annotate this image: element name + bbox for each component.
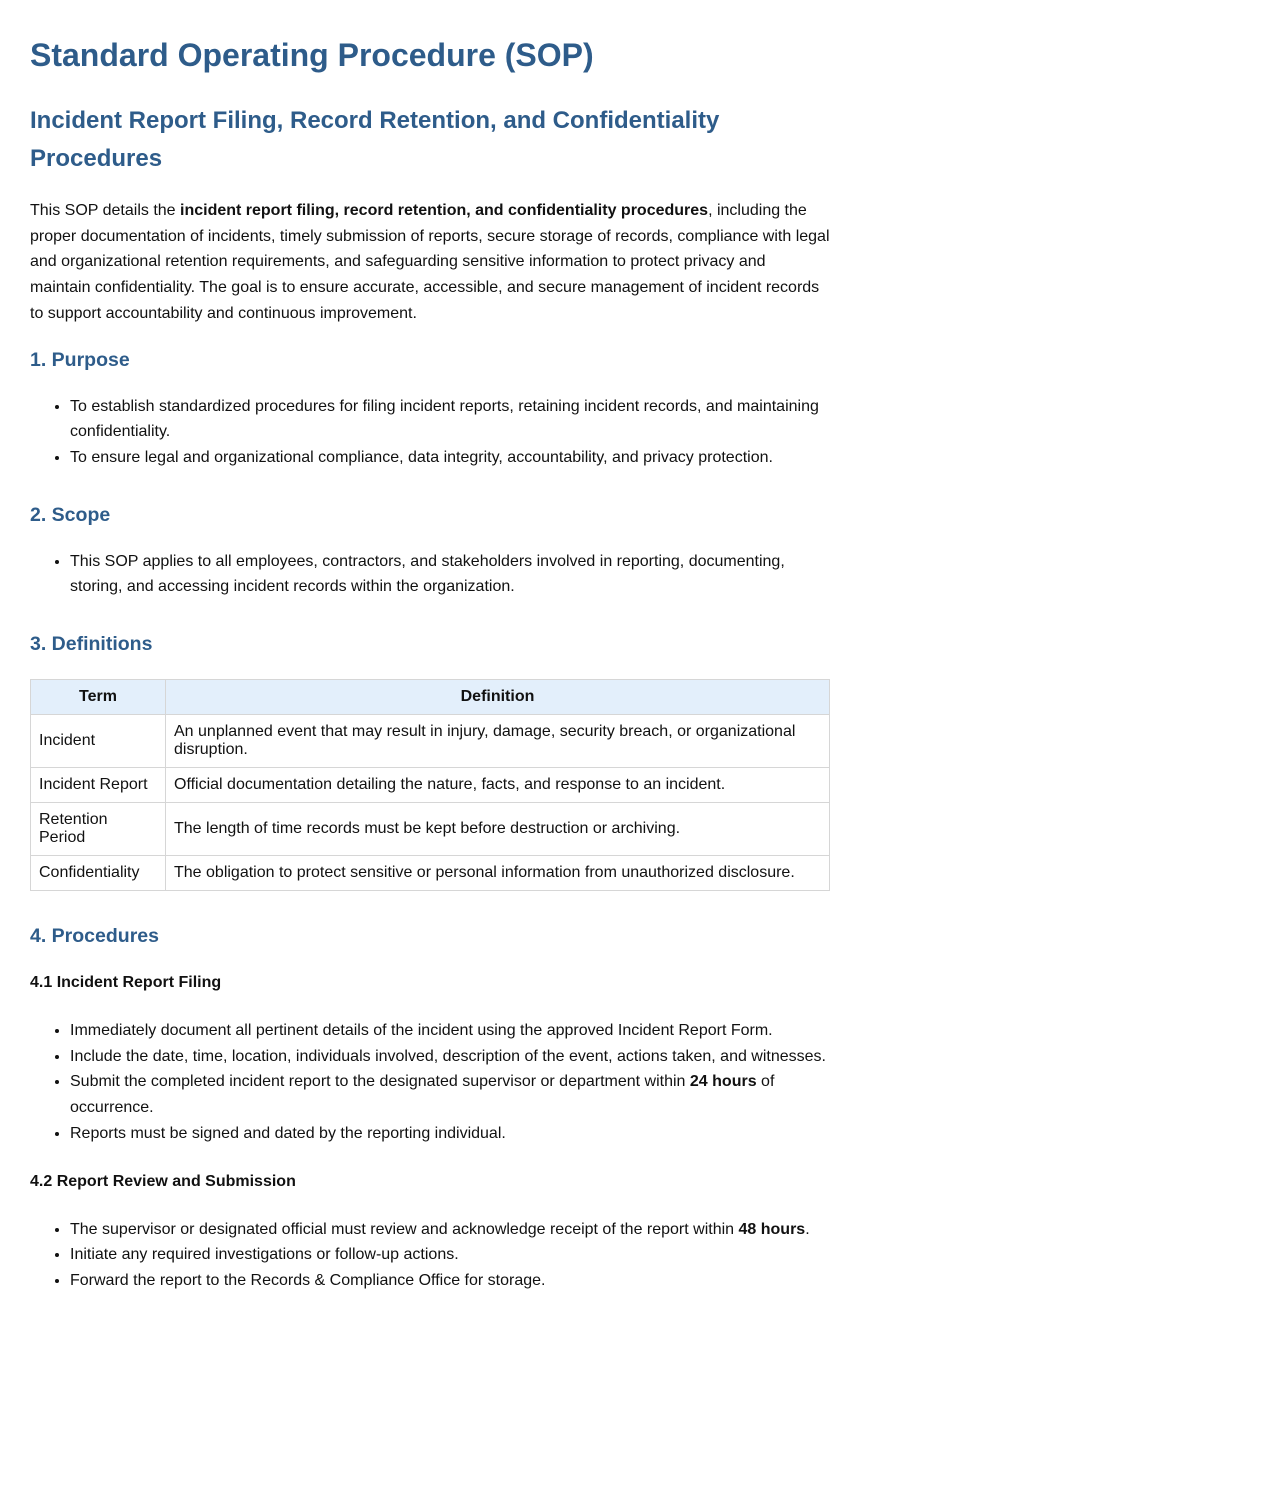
list-item: • Forward the report to the Records & Compliance Office for storage. xyxy=(70,1268,830,1294)
section-heading-scope: 2. Scope xyxy=(30,503,111,526)
table-row xyxy=(31,856,830,891)
list-item: • To establish standardized procedures for filing incident reports, retaining incident records, and maintaining confidentiality. xyxy=(70,394,830,445)
item-text-prefix: Submit the completed incident report to the designated supervisor or department within xyxy=(70,1073,690,1091)
deadline-bold: 24 hours xyxy=(689,1073,757,1091)
definition-cell: The obligation to protect sensitive or personal information from unauthorized disclosure. xyxy=(166,856,830,891)
page-subtitle: Incident Report Filing, Record Retention, and Confidentiality Procedures xyxy=(30,107,720,172)
subsection-heading-review: 4.2 Report Review and Submission xyxy=(30,1172,296,1190)
term-cell: Retention Period xyxy=(31,803,166,856)
intro-prefix: This SOP details the xyxy=(30,202,180,219)
term-cell: Incident xyxy=(31,715,166,768)
list-item: • Reports must be signed and dated by the reporting individual. xyxy=(70,1121,830,1147)
intro-paragraph xyxy=(30,198,830,327)
scope-list xyxy=(30,549,830,600)
definitions-table xyxy=(30,679,830,891)
list-item: • Immediately document all pertinent details of the incident using the approved Incident Report Form. xyxy=(70,1018,830,1044)
deadline-bold: 48 hours xyxy=(738,1220,806,1238)
list-item: • This SOP applies to all employees, contractors, and stakeholders involved in reporting, documenting, storing, and accessing incident records within the organization. xyxy=(70,549,830,600)
purpose-list xyxy=(30,394,830,471)
table-row xyxy=(31,768,830,803)
definition-cell: The length of time records must be kept before destruction or archiving. xyxy=(166,803,830,856)
column-header-term: Term xyxy=(31,680,166,715)
subsection-heading-filing: 4.1 Incident Report Filing xyxy=(30,974,222,992)
filing-list xyxy=(30,1018,830,1147)
page-title: Standard Operating Procedure (SOP) xyxy=(30,37,594,73)
term-cell: Confidentiality xyxy=(31,856,166,891)
item-text-prefix: The supervisor or designated official must review and acknowledge receipt of the report within xyxy=(70,1220,739,1238)
list-item xyxy=(70,1069,830,1120)
definition-cell: An unplanned event that may result in injury, damage, security breach, or organizational disruption. xyxy=(166,715,830,768)
section-heading-procedures: 4. Procedures xyxy=(30,925,159,948)
column-header-definition: Definition xyxy=(166,680,830,715)
list-item: • Initiate any required investigations or follow-up actions. xyxy=(70,1242,830,1268)
intro-bold: incident report filing, record retention, and confidentiality procedures xyxy=(180,202,709,219)
table-row xyxy=(31,715,830,768)
list-item: • Include the date, time, location, individuals involved, description of the event, actions taken, and witnesses. xyxy=(70,1044,830,1070)
definition-cell: Official documentation detailing the nature, facts, and response to an incident. xyxy=(166,768,830,803)
list-item xyxy=(70,1217,830,1243)
table-row xyxy=(31,803,830,856)
section-heading-definitions: 3. Definitions xyxy=(30,633,153,656)
term-cell: Incident Report xyxy=(31,768,166,803)
review-list xyxy=(30,1217,830,1294)
item-text-suffix: of occurrence. xyxy=(70,1073,775,1117)
intro-suffix: , including the proper documentation of incidents, timely submission of reports, secure storage of records, compliance with legal and organizational retention requirements, and safeguarding sensitive information to protect privacy and maintain confidentiality. The goal is to ensure accurate, accessible, and secure management of incident records to support accountability and continuous improvement. xyxy=(30,202,830,322)
item-text-suffix: . xyxy=(805,1220,810,1238)
list-item: • To ensure legal and organizational compliance, data integrity, accountability, and privacy protection. xyxy=(70,445,830,471)
section-heading-purpose: 1. Purpose xyxy=(30,348,130,371)
table-header-row xyxy=(31,680,830,715)
